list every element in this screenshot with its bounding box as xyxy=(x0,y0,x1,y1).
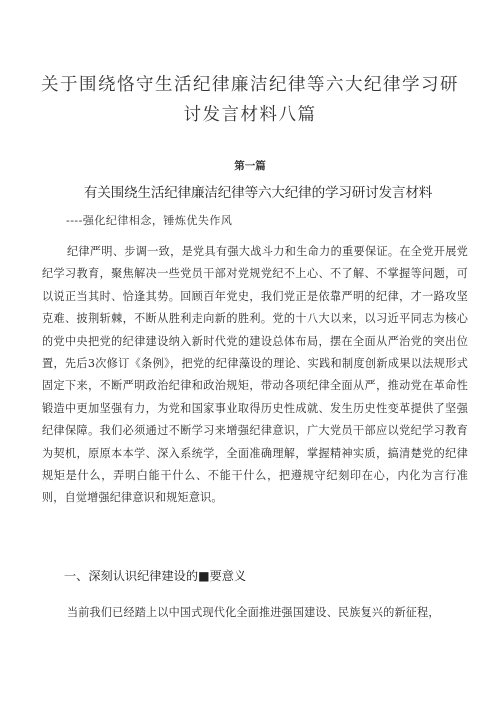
section-label: 第一篇 xyxy=(234,160,266,172)
subtitle: ----强化纪律相念，锤炼优失作风 xyxy=(66,214,233,227)
body-paragraph: 纪律严明、步调一致，是党具有强大战斗力和生命力的重要保证。在全党开展党纪学习教育，聚焦解决一些党员干部对党规党纪不上心、不了解、不掌握等问题，可以说正当其时、恰逢其势。回顾百年党史，我们党正是依靠严明的纪律，才一路攻坚克难、披荆斩棘，不断从胜利走向新的胜利。党的十八大以来，以习近平同志为核心的党中央把党的纪律建设纳入新时代党的建设总体布局，摆在全面从严治党的突出位置，先后3次修订《条例》，把党的纪律藻设的理论、实践和制度创新成果以法规形式固定下来，不断严明政治纪律和政治规矩，带动各项纪律全面从严，推动党在革命性锻造中更加坚强有力，为党和国家事业取得历史性成就、发生历史性变革提供了坚强纪律保障。我们必须通过不断学习来增强纪律意识，广大党员干部应以党纪学习教育为契机，原原本本学、深入系统学，全面准确理解，掌握精神实质，搞清楚党的纪律规矩是什么，弄明白能干什么、不能干什么，把遵规守纪刻印在心，内化为言行准则，自觉增强纪律意识和规矩意识。 xyxy=(42,245,468,505)
body-paragraph: 当前我们已经踏上以中国式现代化全面推进强国建设、民族复兴的新征程， xyxy=(66,606,440,619)
subheading: 一、深刻认识纪律建设的■要意义 xyxy=(64,569,247,583)
section-heading: 有关围绕生活纪律廉洁纪律等六大纪律的学习研讨发言材料 xyxy=(83,185,433,201)
document-title: 关于围绕恪守生活纪律廉洁纪律等六大纪律学习研讨发言材料八篇 xyxy=(41,75,459,125)
